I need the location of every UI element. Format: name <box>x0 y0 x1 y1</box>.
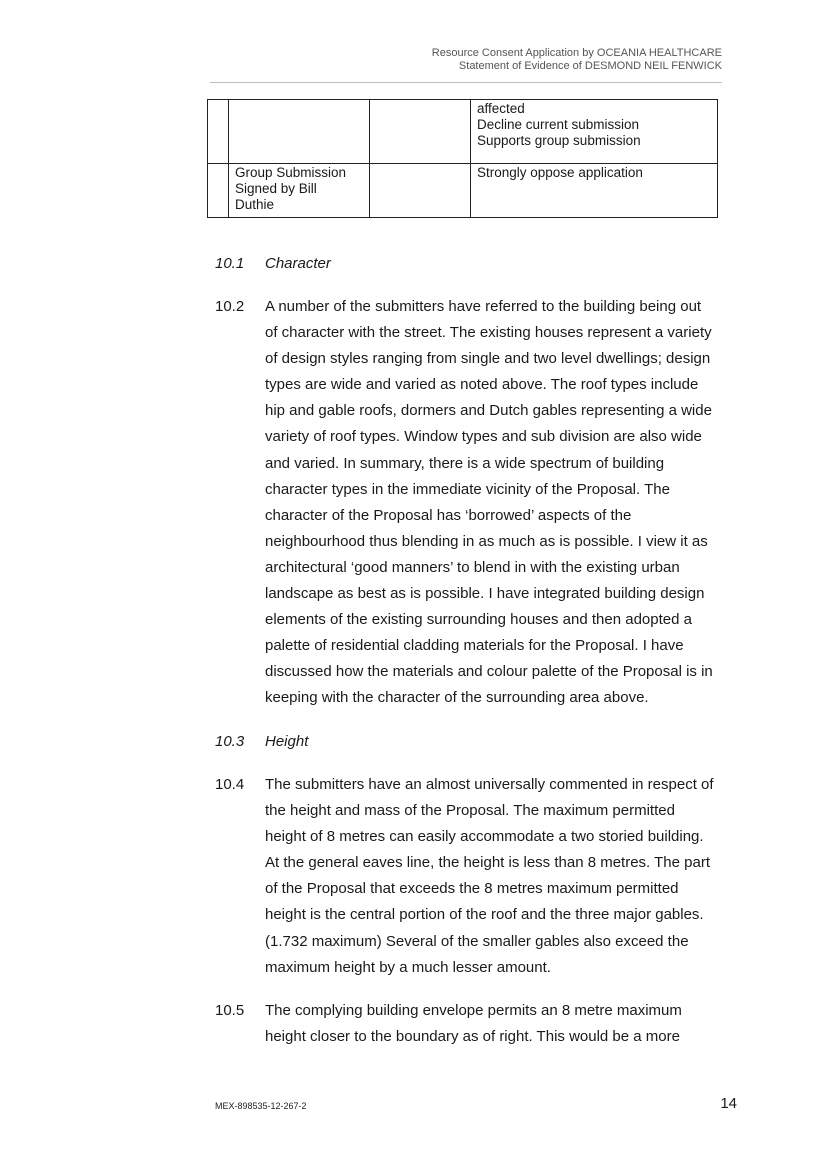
cell-line: Signed by Bill <box>235 181 317 196</box>
body-line: and varied. In summary, there is a wide spectrum of building <box>265 454 665 472</box>
section-heading: Height <box>265 733 309 750</box>
section-heading: Character <box>265 255 331 272</box>
section-number: 10.1 <box>215 255 245 272</box>
body-line: A number of the submitters have referred to the building being out <box>265 298 702 315</box>
section-body <box>265 294 745 712</box>
body-line: (1.732 maximum) Several of the smaller gables also exceed the <box>265 932 689 950</box>
body-line: At the general eaves line, the height is less than 8 metres. The part <box>265 854 710 872</box>
section-body <box>265 772 745 981</box>
body-line: height of 8 metres can easily accommodate a two storied building. <box>265 828 704 846</box>
body-line: hip and gable roofs, dormers and Dutch gables representing a wide <box>265 402 712 420</box>
header-line-application: Resource Consent Application by OCEANIA HEALTHCARE <box>431 47 722 59</box>
table-row <box>208 164 718 218</box>
cell-line: Decline current submission <box>477 117 640 132</box>
body-line: neighbourhood thus blending in as much as is possible. I view it as <box>265 532 708 550</box>
section-number: 10.5 <box>215 1002 245 1019</box>
table-cell-submitter <box>229 164 370 218</box>
section-number: 10.2 <box>215 298 245 315</box>
body-line: keeping with the character of the surrounding area above. <box>265 689 649 707</box>
table-cell <box>370 164 471 218</box>
cell-line: Group Submission <box>235 165 347 180</box>
table-row <box>208 100 718 164</box>
body-line: character of the Proposal has ‘borrowed’ aspects of the <box>265 506 632 524</box>
submissions-table <box>207 99 718 218</box>
cell-line: affected <box>477 101 525 116</box>
table-cell <box>370 100 471 164</box>
table-cell <box>208 164 229 218</box>
body-line: palette of residential cladding materials for the Proposal. I have <box>265 637 684 655</box>
page-number: 14 <box>720 1095 737 1112</box>
header-line-statement: Statement of Evidence of DESMOND NEIL FENWICK <box>458 60 722 72</box>
table-cell-comments <box>471 100 718 164</box>
cell-line: Supports group submission <box>477 133 641 148</box>
body-line: discussed how the materials and colour palette of the Proposal is in <box>265 663 713 681</box>
body-line: architectural ‘good manners’ to blend in with the existing urban <box>265 558 680 576</box>
body-line: The submitters have an almost universally commented in respect of <box>265 776 714 793</box>
section-body <box>265 998 745 1050</box>
running-header <box>432 47 722 73</box>
body-line: of the Proposal that exceeds the 8 metres maximum permitted <box>265 880 679 898</box>
body-line: The complying building envelope permits an 8 metre maximum <box>265 1002 682 1019</box>
body-line: variety of roof types. Window types and sub division are also wide <box>265 428 702 446</box>
body-line: the height and mass of the Proposal. The maximum permitted <box>265 802 675 820</box>
cell-line: Strongly oppose application <box>477 165 643 180</box>
body-line: of character with the street. The existing houses represent a variety <box>265 324 712 342</box>
cell-line: Duthie <box>235 197 275 212</box>
body-line: height is the central portion of the roof and the three major gables. <box>265 906 704 924</box>
body-line: maximum height by a much lesser amount. <box>265 958 551 976</box>
header-divider <box>210 82 722 83</box>
section-number: 10.4 <box>215 776 245 793</box>
body-line: height closer to the boundary as of right. This would be a more <box>265 1028 680 1046</box>
body-line: landscape as best as is possible. I have integrated building design <box>265 585 705 603</box>
body-line: types are wide and varied as noted above. The roof types include <box>265 376 699 394</box>
body-line: character types in the immediate vicinity of the Proposal. The <box>265 480 670 498</box>
section-number: 10.3 <box>215 733 245 750</box>
table-cell <box>229 100 370 164</box>
body-line: of design styles ranging from single and two level dwellings; design <box>265 350 711 368</box>
body-line: elements of the existing surrounding houses and then adopted a <box>265 611 692 629</box>
table-cell-comments <box>471 164 718 218</box>
table-cell <box>208 100 229 164</box>
document-id: MEX-898535-12-267-2 <box>215 1101 307 1111</box>
